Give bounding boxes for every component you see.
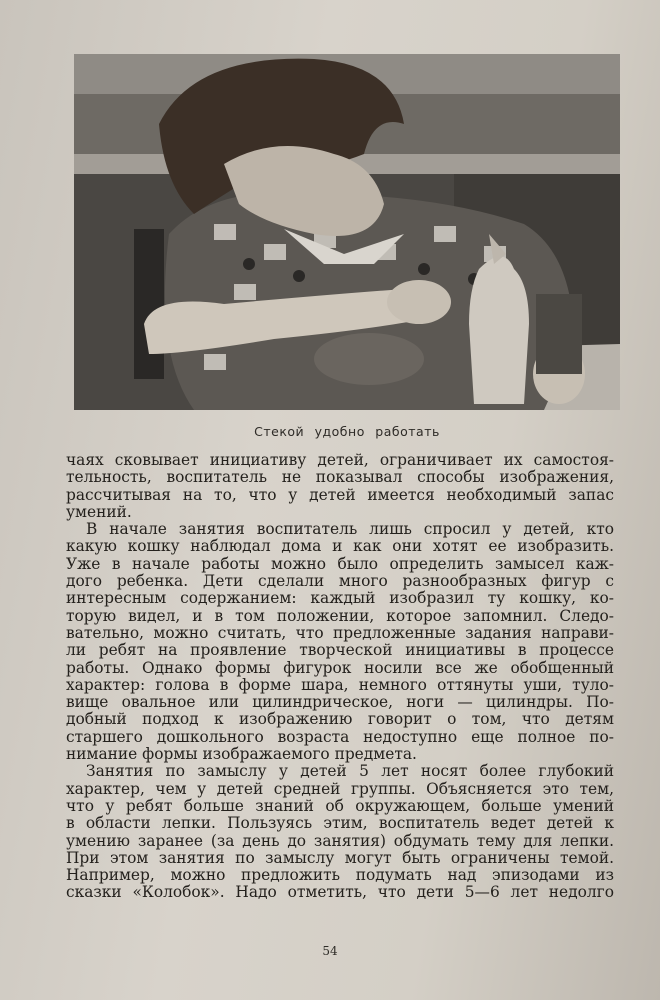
text-line: вательно, можно считать, что предложенные задания направи- [66,623,614,642]
text-line: умений. [66,502,132,521]
text-line: нимание формы изображаемого предмета. [66,745,417,764]
text-line: что у ребят больше знаний об окружающем, больше умений [66,796,614,815]
text-line: тельность, воспитатель не показывал способы изображения, [66,468,614,487]
photograph-child-sculpting [74,54,620,410]
text-line: старшего дошкольного возраста недоступно еще полное по- [66,727,614,746]
text-line: торую видел, и в том положении, которое запомнил. Следо- [66,606,614,625]
text-line: характер, чем у детей средней группы. Объясняется это тем, [66,779,614,798]
text-line: добный подход к изображению говорит о том, что детям [66,710,614,729]
text-line: чаях сковывает инициативу детей, ограничивает их самостоя- [66,451,614,469]
text-line: рассчитывая на то, что у детей имеется необходимый запас [66,485,614,504]
body-text [66,452,614,902]
text-line: умению заранее (за день до занятия) обдумать тему для лепки. [66,831,614,850]
text-line: При этом занятия по замыслу могут быть ограничены темой. [66,848,614,867]
text-line: сказки «Колобок». Надо отметить, что дети 5—6 лет недолго [66,883,614,902]
text-line: какую кошку наблюдал дома и как они хотят ее изобразить. [66,537,614,556]
text-line: работы. Однако формы фигурок носили все же обобщенный [66,658,614,677]
text-line: интересным содержанием: каждый изобразил ту кошку, ко- [66,589,614,608]
text-line: вище овальное или цилиндрическое, ноги — цилиндры. По- [66,693,614,712]
text-line: ли ребят на проявление творческой инициативы в процессе [66,641,614,660]
page-number: 54 [322,944,338,958]
text-line: Занятия по замыслу у детей 5 лет носят более глубокий [86,762,614,781]
photo-caption: Стекой удобно работать [254,424,440,439]
text-line: в области лепки. Пользуясь этим, воспитатель ведет детей к [66,814,614,833]
text-line: Уже в начале работы можно было определить замысел каж- [66,554,614,573]
text-line: В начале занятия воспитатель лишь спросил у детей, кто [86,520,614,539]
text-line: Например, можно предложить подумать над эпизодами из [66,866,614,885]
text-line: характер: голова в форме шара, немного оттянуты уши, туло- [66,675,614,694]
text-line: дого ребенка. Дети сделали много разнообразных фигур с [66,572,614,591]
